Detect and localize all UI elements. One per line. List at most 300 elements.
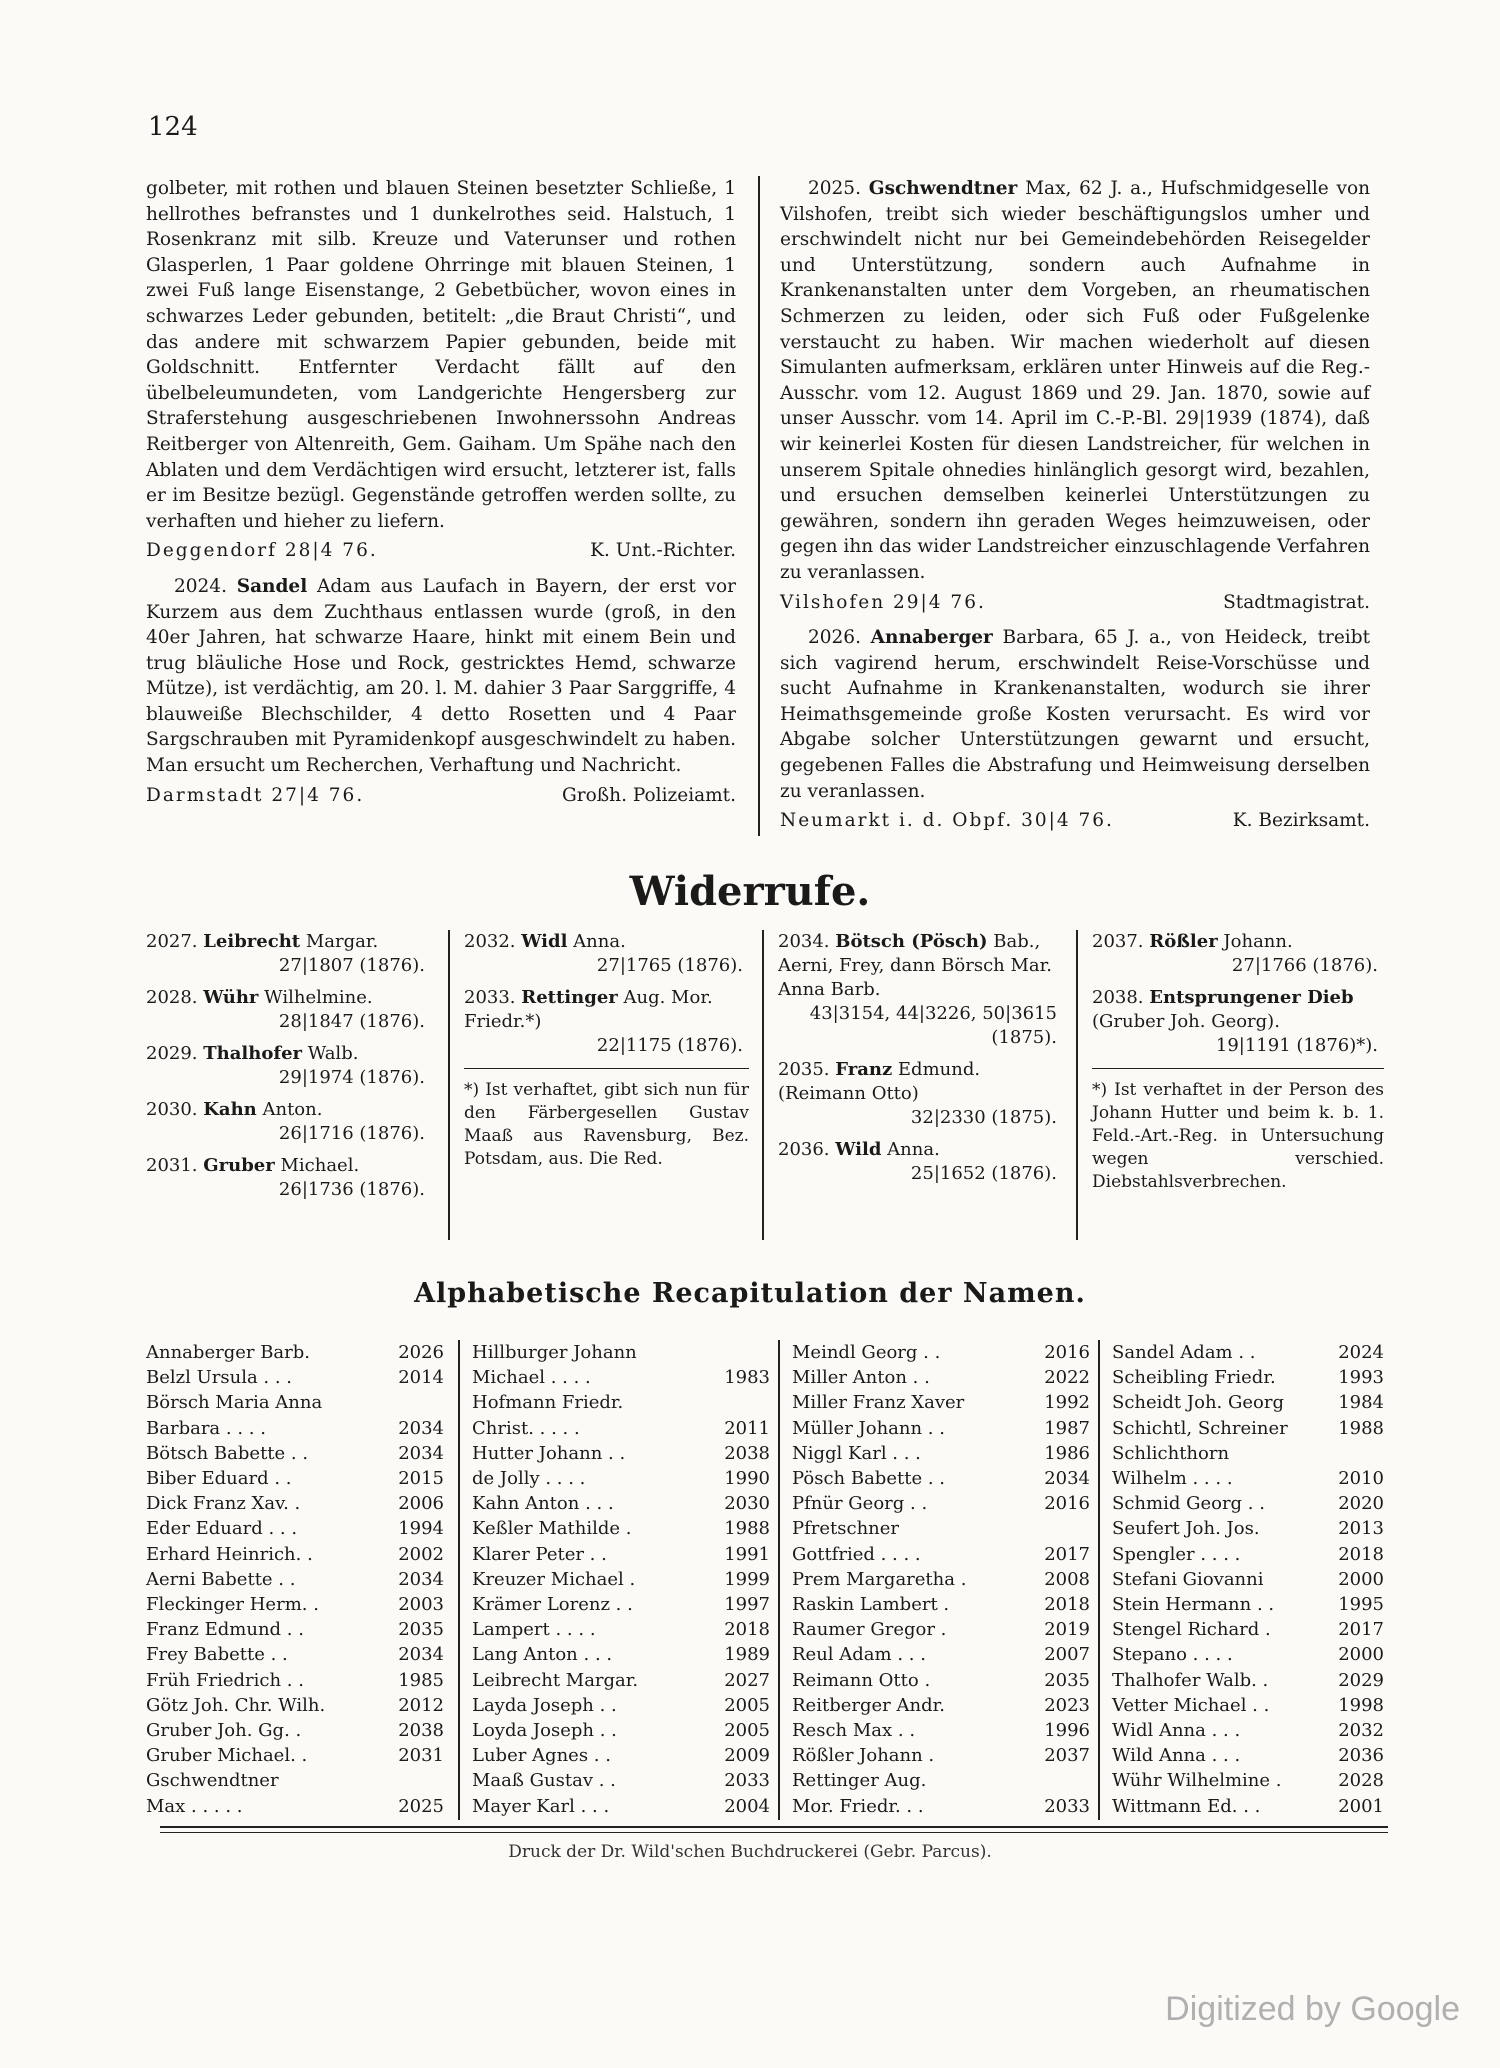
index-number: 2035 xyxy=(398,1619,444,1641)
index-row xyxy=(1112,1718,1384,1743)
index-name: Belzl Ursula . . . xyxy=(146,1367,293,1389)
index-number: 2015 xyxy=(398,1468,444,1490)
entry-name: Rößler xyxy=(1149,931,1218,952)
entry-number: 2032. xyxy=(464,931,516,952)
index-row xyxy=(146,1390,444,1415)
index-row xyxy=(146,1365,444,1390)
entry-reference: 27|1807 (1876). xyxy=(278,955,425,976)
index-column-3 xyxy=(792,1340,1090,1819)
entry-name: Wühr xyxy=(203,987,259,1008)
index-row xyxy=(792,1466,1090,1491)
authority: K. Bezirksamt. xyxy=(1232,810,1370,832)
index-name: Frey Babette . . xyxy=(146,1644,288,1666)
index-name: Resch Max . . xyxy=(792,1720,916,1742)
index-number: 1989 xyxy=(724,1644,770,1666)
index-row xyxy=(1112,1743,1384,1768)
revocation-column-2 xyxy=(464,930,749,1171)
index-number: 2003 xyxy=(398,1594,444,1616)
index-row xyxy=(792,1743,1090,1768)
entry-number: 2037. xyxy=(1092,931,1144,952)
index-row xyxy=(146,1718,444,1743)
index-name: Miller Franz Xaver xyxy=(792,1392,965,1414)
index-number: 1987 xyxy=(1044,1417,1090,1439)
index-name: Vetter Michael . . xyxy=(1112,1694,1270,1716)
left-column xyxy=(146,176,736,818)
index-number: 2018 xyxy=(1338,1543,1384,1565)
entry-given-name: Wilhelmine. xyxy=(264,987,373,1008)
revocation-head xyxy=(778,1058,1063,1106)
index-name: Raskin Lambert . xyxy=(792,1594,950,1616)
index-number: 2033 xyxy=(1044,1795,1090,1817)
index-row xyxy=(1112,1617,1384,1642)
entry-given-name: Aug. Mor. Friedr.*) xyxy=(464,987,713,1032)
index-row xyxy=(472,1718,770,1743)
entry-number: 2038. xyxy=(1092,987,1144,1008)
entry-number: 2033. xyxy=(464,987,516,1008)
index-name: Biber Eduard . . xyxy=(146,1468,292,1490)
index-name: Wilhelm . . . . xyxy=(1112,1468,1233,1490)
index-name: Kreuzer Michael . xyxy=(472,1568,636,1590)
bottom-rule xyxy=(160,1826,1388,1833)
index-name: Raumer Gregor . xyxy=(792,1619,947,1641)
index-row xyxy=(472,1668,770,1693)
section-title-widerrufe: Widerrufe. xyxy=(629,868,871,915)
entry-number: 2024. xyxy=(174,575,227,597)
index-row xyxy=(472,1416,770,1441)
index-number: 2014 xyxy=(398,1367,444,1389)
index-name: Seufert Joh. Jos. xyxy=(1112,1518,1260,1540)
index-column-2 xyxy=(472,1340,770,1819)
entry-name: Entsprungener Dieb xyxy=(1149,987,1354,1008)
entry-number: 2031. xyxy=(146,1155,198,1176)
entry-2024 xyxy=(146,574,736,808)
index-row xyxy=(1112,1592,1384,1617)
entry-given-name: Johann. xyxy=(1223,931,1293,952)
index-name: Wittmann Ed. . . xyxy=(1112,1795,1261,1817)
revocation-entry xyxy=(146,1154,431,1202)
index-name: Scheidt Joh. Georg xyxy=(1112,1392,1284,1414)
index-number: 2004 xyxy=(724,1795,770,1817)
index-name: Keßler Mathilde . xyxy=(472,1518,632,1540)
entry-2025 xyxy=(780,176,1370,615)
entry-given-name: Walb. xyxy=(307,1043,359,1064)
column-divider xyxy=(1076,930,1078,1240)
entry-name: Annaberger xyxy=(870,627,993,649)
index-row xyxy=(792,1441,1090,1466)
index-number: 2002 xyxy=(398,1543,444,1565)
index-row xyxy=(472,1441,770,1466)
index-row xyxy=(472,1542,770,1567)
index-number: 2005 xyxy=(724,1694,770,1716)
index-number: 2017 xyxy=(1044,1543,1090,1565)
entry-name: Kahn xyxy=(203,1099,257,1120)
index-number: 2030 xyxy=(724,1493,770,1515)
index-number: 1993 xyxy=(1338,1367,1384,1389)
index-name: Gschwendtner xyxy=(146,1770,279,1792)
index-row xyxy=(472,1768,770,1793)
name-index xyxy=(146,1340,1386,1820)
index-name: Wühr Wilhelmine . xyxy=(1112,1770,1282,1792)
place-date: Neumarkt i. d. Obpf. 30|4 76. xyxy=(780,810,1114,832)
index-number: 2001 xyxy=(1338,1795,1384,1817)
index-name: Mayer Karl . . . xyxy=(472,1795,610,1817)
index-name: Meindl Georg . . xyxy=(792,1342,941,1363)
entry-continuation xyxy=(146,176,736,564)
revocation-entry xyxy=(464,930,749,978)
revocation-entry xyxy=(778,1058,1063,1130)
index-row xyxy=(472,1466,770,1491)
index-number: 1991 xyxy=(724,1543,770,1565)
index-name: Maaß Gustav . . xyxy=(472,1770,616,1792)
revocation-head xyxy=(146,1154,431,1178)
index-row xyxy=(792,1668,1090,1693)
index-name: Lang Anton . . . xyxy=(472,1644,613,1666)
index-row xyxy=(472,1390,770,1415)
index-row xyxy=(1112,1567,1384,1592)
index-number: 2027 xyxy=(724,1669,770,1691)
index-row xyxy=(1112,1390,1384,1415)
entry-text: Barbara, 65 J. a., von Heideck, treibt sich vagirend herum, erschwindelt Reise-Vorschüsse und sucht Aufnahme in Krankenanstalten, wodurch sie ihrer Heimathsgemeinde große Kosten verursacht. Es wird vor Abgabe solcher Unterstützungen gewarnt und ersucht, gegebenen Falles die Abstrafung und Heimweisung derselben zu veranlassen. xyxy=(780,627,1371,802)
index-number: 1988 xyxy=(1338,1417,1384,1439)
index-name: Widl Anna . . . xyxy=(1112,1720,1241,1742)
entry-name: Franz xyxy=(835,1059,893,1080)
index-name: Reimann Otto . xyxy=(792,1669,931,1691)
index-name: Bötsch Babette . . xyxy=(146,1442,309,1464)
revocation-column-1 xyxy=(146,930,431,1210)
index-name: Christ. . . . . xyxy=(472,1417,580,1439)
revocation-entry xyxy=(1092,930,1384,978)
index-number: 2000 xyxy=(1338,1568,1384,1590)
index-name: Barbara . . . . xyxy=(146,1417,266,1439)
entry-number: 2035. xyxy=(778,1059,830,1080)
index-number: 1990 xyxy=(724,1468,770,1490)
index-name: Rettinger Aug. xyxy=(792,1770,927,1792)
column-divider xyxy=(1098,1340,1100,1820)
index-row xyxy=(472,1567,770,1592)
index-name: Reitberger Andr. xyxy=(792,1694,945,1716)
authority: K. Unt.-Richter. xyxy=(590,540,736,562)
revocation-head xyxy=(464,930,749,954)
index-number: 2022 xyxy=(1044,1367,1090,1389)
index-name: Sandel Adam . . xyxy=(1112,1342,1256,1363)
index-row xyxy=(146,1542,444,1567)
index-name: Max . . . . . xyxy=(146,1795,243,1817)
index-number: 2034 xyxy=(398,1644,444,1666)
index-row xyxy=(792,1617,1090,1642)
index-number: 1998 xyxy=(1338,1694,1384,1716)
revocation-head xyxy=(778,1138,1063,1162)
revocation-head xyxy=(778,930,1063,1002)
index-number: 2023 xyxy=(1044,1694,1090,1716)
index-name: Früh Friedrich . . xyxy=(146,1669,304,1691)
entry-number: 2026. xyxy=(808,627,861,649)
index-name: Börsch Maria Anna xyxy=(146,1392,323,1414)
index-name: Stefani Giovanni xyxy=(1112,1568,1264,1590)
index-row xyxy=(792,1592,1090,1617)
index-row xyxy=(792,1390,1090,1415)
entry-number: 2028. xyxy=(146,987,198,1008)
entry-given-name: Michael. xyxy=(280,1155,360,1176)
digitized-watermark: Digitized by Google xyxy=(1165,1990,1460,2028)
index-name: Franz Edmund . . xyxy=(146,1619,304,1641)
index-name: Gottfried . . . . xyxy=(792,1543,921,1565)
signature-line xyxy=(146,538,736,564)
index-number: 2034 xyxy=(1044,1468,1090,1490)
index-number: 1985 xyxy=(398,1669,444,1691)
index-name: Pfretschner xyxy=(792,1518,900,1540)
revocation-head xyxy=(464,986,749,1034)
column-divider xyxy=(458,1340,460,1820)
index-row xyxy=(146,1794,444,1819)
revocation-head xyxy=(146,1098,431,1122)
index-number: 2006 xyxy=(398,1493,444,1515)
entry-given-name: Margar. xyxy=(305,931,379,952)
index-number: 1986 xyxy=(1044,1442,1090,1464)
entry-reference: 25|1652 (1876). xyxy=(910,1163,1057,1184)
index-name: Michael . . . . xyxy=(472,1367,591,1389)
entry-reference: 26|1736 (1876). xyxy=(278,1179,425,1200)
entry-name: Gschwendtner xyxy=(868,178,1018,199)
index-row xyxy=(146,1768,444,1793)
index-row xyxy=(472,1794,770,1819)
entry-reference: 19|1191 (1876)*). xyxy=(1215,1035,1378,1056)
entry-name: Leibrecht xyxy=(203,931,301,952)
index-name: Mor. Friedr. . . xyxy=(792,1795,924,1817)
index-number: 2035 xyxy=(1044,1669,1090,1691)
index-row xyxy=(146,1668,444,1693)
revocation-entry xyxy=(146,986,431,1034)
page-number: 124 xyxy=(148,112,198,142)
entry-name: Sandel xyxy=(236,575,308,597)
index-column-1 xyxy=(146,1340,444,1819)
entry-text: Max, 62 J. a., Hufschmidgeselle von Vilshofen, treibt sich wieder beschäftigungslos umher und erschwindelt nicht nur bei Gemeindebehörden Reisegelder und Unterstützung, sondern auch Aufnahme in Krankenanstalten unter dem Vorgeben, an rheumatischen Schmerzen zu leiden, oder sich Fuß oder Fußgelenke verstaucht zu haben. Wir machen wiederholt auf diesen Simulanten aufmerksam, erklären unter Hinweis auf die Reg.-Ausschr. vom 12. August 1869 und 29. Jan. 1870, sowie auf unser Ausschr. vom 14. April im C.-P.-Bl. 29|1939 (1874), daß wir keinerlei Kosten für diesen Landstreicher, für welchen in unserem Spitale ohnedies hinlänglich gesorgt wird, bezahlen, und ersuchen demselben keinerlei Unterstützungen zu gewähren, sondern ihn geraden Weges heimzuweisen, oder gegen ihn das wider Landstreicher einzuschlagende Verfahren zu veranlassen. xyxy=(780,178,1370,583)
index-column-4 xyxy=(1112,1340,1384,1819)
index-name: Loyda Joseph . . xyxy=(472,1720,617,1742)
revocation-entry xyxy=(146,930,431,978)
index-name: Wild Anna . . . xyxy=(1112,1745,1241,1767)
index-number: 2018 xyxy=(1044,1594,1090,1616)
index-name: Eder Eduard . . . xyxy=(146,1518,298,1540)
index-name: Erhard Heinrich. . xyxy=(146,1543,313,1565)
section-title-recapitulation: Alphabetische Recapitulation der Namen. xyxy=(414,1278,1086,1309)
index-row xyxy=(1112,1441,1384,1466)
revocation-head xyxy=(146,986,431,1010)
index-number: 2013 xyxy=(1338,1518,1384,1540)
entry-name: Gruber xyxy=(203,1155,275,1176)
index-row xyxy=(1112,1693,1384,1718)
index-name: Dick Franz Xav. . xyxy=(146,1493,301,1515)
revocation-head xyxy=(1092,930,1384,954)
index-row xyxy=(146,1340,444,1365)
index-name: de Jolly . . . . xyxy=(472,1468,586,1490)
index-row xyxy=(472,1617,770,1642)
index-number: 2029 xyxy=(1338,1669,1384,1691)
index-row xyxy=(1112,1516,1384,1541)
revocation-entry xyxy=(778,930,1063,1050)
index-row xyxy=(1112,1416,1384,1441)
index-number: 1988 xyxy=(724,1518,770,1540)
index-row xyxy=(146,1491,444,1516)
index-row xyxy=(792,1416,1090,1441)
notice-columns xyxy=(146,176,1386,836)
index-row xyxy=(1112,1542,1384,1567)
revocation-head xyxy=(146,930,431,954)
entry-reference: 26|1716 (1876). xyxy=(278,1123,425,1144)
authority: Großh. Polizeiamt. xyxy=(562,784,736,806)
index-name: Scheibling Friedr. xyxy=(1112,1367,1276,1389)
entry-reference: 43|3154, 44|3226, 50|3615 (1875). xyxy=(809,1003,1057,1048)
index-row xyxy=(146,1693,444,1718)
index-number: 2038 xyxy=(724,1442,770,1464)
entry-number: 2030. xyxy=(146,1099,198,1120)
index-number: 1984 xyxy=(1338,1392,1384,1414)
revocation-column-3 xyxy=(778,930,1063,1194)
index-name: Reul Adam . . . xyxy=(792,1644,926,1666)
index-name: Miller Anton . . xyxy=(792,1367,930,1389)
index-row xyxy=(472,1365,770,1390)
entry-reference: 28|1847 (1876). xyxy=(278,1011,425,1032)
index-number: 2020 xyxy=(1338,1493,1384,1515)
index-number: 2016 xyxy=(1044,1342,1090,1363)
entry-number: 2027. xyxy=(146,931,198,952)
index-name: Hillburger Johann xyxy=(472,1342,637,1363)
index-number: 1995 xyxy=(1338,1594,1384,1616)
place-date: Vilshofen 29|4 76. xyxy=(780,591,986,613)
index-row xyxy=(792,1794,1090,1819)
index-number: 2038 xyxy=(398,1720,444,1742)
revocation-column-4 xyxy=(1092,930,1384,1194)
column-divider xyxy=(778,1340,780,1820)
index-row xyxy=(472,1693,770,1718)
index-name: Rößler Johann . xyxy=(792,1745,935,1767)
index-name: Leibrecht Margar. xyxy=(472,1669,639,1691)
entry-reference: 27|1766 (1876). xyxy=(1231,955,1378,976)
revocation-entry xyxy=(146,1042,431,1090)
revocation-entry xyxy=(1092,986,1384,1058)
index-row xyxy=(1112,1365,1384,1390)
index-row xyxy=(472,1491,770,1516)
index-row xyxy=(472,1592,770,1617)
entry-2026 xyxy=(780,625,1370,834)
signature-line xyxy=(780,808,1370,834)
index-name: Klarer Peter . . xyxy=(472,1543,607,1565)
index-number: 1997 xyxy=(724,1594,770,1616)
index-name: Hutter Johann . . xyxy=(472,1442,626,1464)
index-name: Schmid Georg . . xyxy=(1112,1493,1265,1515)
entry-given-name: Anton. xyxy=(262,1099,323,1120)
index-number: 2011 xyxy=(724,1417,770,1439)
entry-given-name: Anna. xyxy=(573,931,626,952)
footnote: *) Ist verhaftet in der Person des Johann Hutter und beim k. b. 1. Feld.-Art.-Reg. in Untersuchung wegen verschied. Diebstahlsverbrechen. xyxy=(1092,1068,1384,1194)
column-divider xyxy=(762,930,764,1240)
revocation-head xyxy=(1092,986,1384,1034)
entry-given-name: (Gruber Joh. Georg). xyxy=(1092,1011,1280,1032)
index-number: 1996 xyxy=(1044,1720,1090,1742)
index-number: 1983 xyxy=(724,1367,770,1389)
footnote: *) Ist verhaftet, gibt sich nun für den Färbergesellen Gustav Maaß aus Ravensburg, Bez. Potsdam, aus. Die Red. xyxy=(464,1068,749,1171)
index-number: 1992 xyxy=(1044,1392,1090,1414)
entry-number: 2029. xyxy=(146,1043,198,1064)
entry-reference: 29|1974 (1876). xyxy=(278,1067,425,1088)
index-number: 2033 xyxy=(724,1770,770,1792)
authority: Stadtmagistrat. xyxy=(1223,591,1370,613)
signature-line xyxy=(780,590,1370,616)
index-number: 2031 xyxy=(398,1745,444,1767)
index-number: 2034 xyxy=(398,1568,444,1590)
entry-reference: 32|2330 (1875). xyxy=(910,1107,1057,1128)
index-number: 1999 xyxy=(724,1568,770,1590)
revocation-entry xyxy=(778,1138,1063,1186)
index-row xyxy=(146,1516,444,1541)
revocation-entry xyxy=(146,1098,431,1146)
index-name: Niggl Karl . . . xyxy=(792,1442,921,1464)
entry-given-name: Anna. xyxy=(887,1139,940,1160)
index-row xyxy=(472,1516,770,1541)
index-number: 2036 xyxy=(1338,1745,1384,1767)
column-divider xyxy=(448,930,450,1240)
index-row xyxy=(792,1542,1090,1567)
index-name: Spengler . . . . xyxy=(1112,1543,1241,1565)
index-row xyxy=(1112,1668,1384,1693)
index-row xyxy=(792,1516,1090,1541)
entry-name: Bötsch (Pösch) xyxy=(835,931,988,952)
index-name: Aerni Babette . . xyxy=(146,1568,296,1590)
place-date: Darmstadt 27|4 76. xyxy=(146,784,365,806)
index-number: 2028 xyxy=(1338,1770,1384,1792)
entry-given-name: Edmund. (Reimann Otto) xyxy=(778,1059,981,1104)
index-row xyxy=(1112,1340,1384,1365)
index-name: Luber Agnes . . xyxy=(472,1745,611,1767)
index-number: 2034 xyxy=(398,1442,444,1464)
index-number: 2016 xyxy=(1044,1493,1090,1515)
index-row xyxy=(146,1416,444,1441)
index-name: Kahn Anton . . . xyxy=(472,1493,614,1515)
index-number: 2017 xyxy=(1338,1619,1384,1641)
entry-reference: 27|1765 (1876). xyxy=(596,955,743,976)
index-number: 2007 xyxy=(1044,1644,1090,1666)
entry-name: Rettinger xyxy=(521,987,618,1008)
entry-name: Wild xyxy=(835,1139,882,1160)
index-name: Stepano . . . . xyxy=(1112,1644,1233,1666)
index-name: Thalhofer Walb. . xyxy=(1112,1669,1269,1691)
index-number: 2024 xyxy=(1338,1342,1384,1363)
index-row xyxy=(472,1340,770,1365)
index-name: Fleckinger Herm. . xyxy=(146,1594,319,1616)
index-name: Hofmann Friedr. xyxy=(472,1392,624,1414)
index-number: 2025 xyxy=(398,1795,444,1817)
entry-name: Thalhofer xyxy=(203,1043,303,1064)
index-number: 2026 xyxy=(398,1342,444,1363)
index-row xyxy=(1112,1466,1384,1491)
index-row xyxy=(792,1693,1090,1718)
index-name: Schlichthorn xyxy=(1112,1442,1230,1464)
index-row xyxy=(146,1466,444,1491)
index-name: Prem Margaretha . xyxy=(792,1568,967,1590)
index-row xyxy=(792,1642,1090,1667)
index-row xyxy=(792,1718,1090,1743)
index-number: 2037 xyxy=(1044,1745,1090,1767)
index-number: 2000 xyxy=(1338,1644,1384,1666)
index-name: Götz Joh. Chr. Wilh. xyxy=(146,1694,326,1716)
index-row xyxy=(1112,1768,1384,1793)
revocation-entry xyxy=(464,986,749,1058)
index-row xyxy=(146,1617,444,1642)
index-name: Stengel Richard . xyxy=(1112,1619,1271,1641)
index-row xyxy=(1112,1794,1384,1819)
index-number: 1994 xyxy=(398,1518,444,1540)
index-row xyxy=(792,1365,1090,1390)
entry-text: Adam aus Laufach in Bayern, der erst vor Kurzem aus dem Zuchthaus entlassen wurde (groß, in den 40er Jahren, hat schwarze Haare, hinkt mit einem Bein und trug bläuliche Hose und Rock, gestricktes Hemd, schwarze Mütze), ist verdächtig, am 20. l. M. dahier 3 Paar Sarggriffe, 4 blauweiße Blechschilder, 4 detto Rosetten und 4 Paar Sargschrauben mit Pyramidenkopf ausgeschwindelt zu haben. Man ersucht um Recherchen, Verhaftung und Nachricht. xyxy=(146,575,736,777)
